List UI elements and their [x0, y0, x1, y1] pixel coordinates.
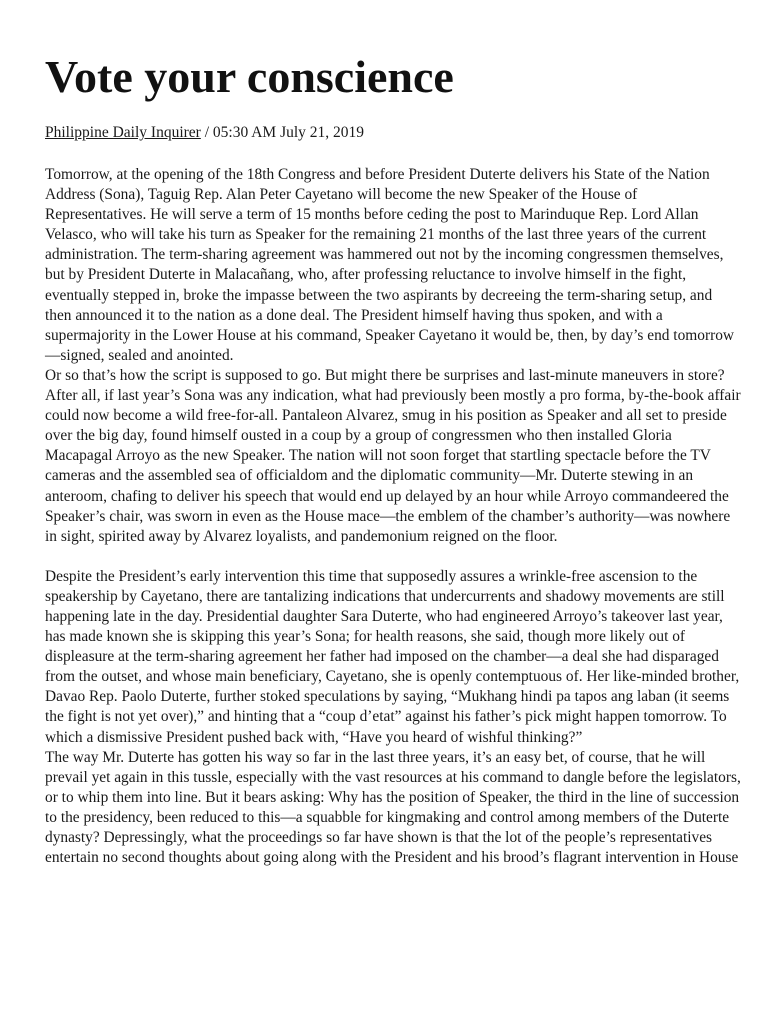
article-body: [45, 165, 742, 868]
article-paragraph: Despite the President’s early intervention this time that supposedly assures a wrinkle-free ascension to the speakership by Cayetano, there are tantalizing indications that undercurrents and shadowy movements are still happening late in the day. Presidential daughter Sara Duterte, who had engineered Arroyo’s takeover last year, has made known she is skipping this year’s Sona; for health reasons, she said, though more likely out of displeasure at the term-sharing agreement her father had imposed on the chamber—a deal she had disparaged from the outset, and whose main beneficiary, Cayetano, she is openly contemptuous of. Her like-minded brother, Davao Rep. Paolo Duterte, further stoked speculations by saying, “Mukhang hindi pa tapos ang laban (it seems the fight is not yet over),” and hinting that a “coup d’etat” against his father’s pick might happen tomorrow. To which a dismissive President pushed back with, “Have you heard of wishful thinking?”: [45, 567, 740, 746]
byline-separator: /: [200, 124, 213, 141]
publish-datetime: 05:30 AM July 21, 2019: [212, 124, 365, 141]
article-title: Vote your conscience: [45, 51, 454, 102]
source-link[interactable]: Philippine Daily Inquirer: [45, 124, 201, 141]
article-byline: [45, 123, 742, 143]
article-paragraph: The way Mr. Duterte has gotten his way so far in the last three years, it’s an easy bet, of course, that he will prevail yet again in this tussle, especially with the vast resources at his command to dangle before the legislators, or to whip them into line. But it bears asking: Why has the position of Speaker, the third in the line of succession to the presidency, been reduced to this—a squabble for kingmaking and control among members of the Duterte dynasty? Depressingly, what the proceedings so far have shown is that the lot of the people’s representatives entertain no second thoughts about going along with the President and his brood’s flagrant intervention in House: [45, 748, 741, 867]
article-paragraph: Or so that’s how the script is supposed to go. But might there be surprises and last-minute maneuvers in store? After all, if last year’s Sona was any indication, what had previously been mostly a pro forma, by-the-book affair could now become a wild free-for-all. Pantaleon Alvarez, smug in his position as Speaker and all set to preside over the big day, found himself ousted in a coup by a group of congressmen who then installed Gloria Macapagal Arroyo as the new Speaker. The nation will not soon forget that startling spectacle before the TV cameras and the assembled sea of officialdom and the diplomatic community—Mr. Duterte stewing in an anteroom, chafing to deliver his speech that would end up delayed by an hour while Arroyo commandeered the Speaker’s chair, was sworn in even as the House mace—the emblem of the chamber’s authority—was nowhere in sight, spirited away by Alvarez loyalists, and pandemonium reigned on the floor.: [45, 366, 741, 545]
article-paragraph: Tomorrow, at the opening of the 18th Congress and before President Duterte delivers his State of the Nation Address (Sona), Taguig Rep. Alan Peter Cayetano will become the new Speaker of the House of Representatives. He will serve a term of 15 months before ceding the post to Marinduque Rep. Lord Allan Velasco, who will take his turn as Speaker for the remaining 21 months of the last three years of the current administration. The term-sharing agreement was hammered out not by the incoming congressmen themselves, but by President Duterte in Malacañang, who, after professing reluctance to involve himself in the fight, eventually stepped in, broke the impasse between the two aspirants by decreeing the term-sharing setup, and then announced it to the nation as a done deal. The President himself having thus spoken, and with a supermajority in the Lower House at his command, Speaker Cayetano it would be, then, by day’s end tomorrow—signed, sealed and anointed.: [45, 166, 735, 364]
